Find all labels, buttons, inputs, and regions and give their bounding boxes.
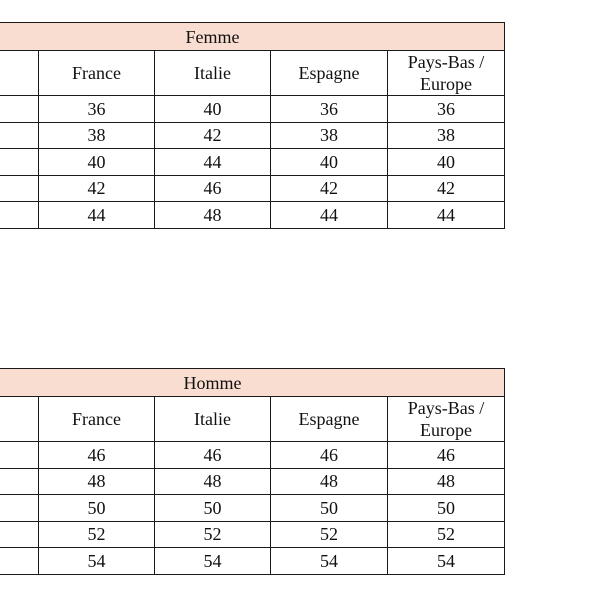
table-cell: 42 [155, 122, 271, 149]
table-cell: 46 [155, 175, 271, 202]
table-cell: 46 [39, 442, 155, 469]
table-cell: 44 [39, 202, 155, 229]
table-cell: 52 [155, 521, 271, 548]
column-header-clipped [0, 51, 39, 96]
table-cell: 40 [388, 149, 505, 176]
table-cell: 38 [271, 122, 388, 149]
table-row [0, 149, 505, 176]
table-cell: 40 [271, 149, 388, 176]
size-table-homme [0, 368, 505, 575]
table-cell: 54 [39, 548, 155, 575]
table-cell: 52 [388, 521, 505, 548]
table-cell: 44 [271, 202, 388, 229]
table-cell: 52 [39, 521, 155, 548]
table-title: Femme [0, 23, 505, 51]
table-cell: 38 [39, 122, 155, 149]
table-cell: 54 [388, 548, 505, 575]
column-header-clipped [0, 397, 39, 442]
column-header-espagne: Espagne [271, 397, 388, 442]
column-header-espagne: Espagne [271, 51, 388, 96]
table-row [0, 202, 505, 229]
table-cell-clipped [0, 442, 39, 469]
table-cell-clipped [0, 521, 39, 548]
column-header-italie: Italie [155, 51, 271, 96]
column-header-row [0, 51, 505, 96]
table-row [0, 175, 505, 202]
table-title: Homme [0, 369, 505, 397]
column-header-pays-bas-europe: Pays-Bas / Europe [388, 397, 505, 442]
table-cell: 46 [388, 442, 505, 469]
table-cell: 48 [155, 468, 271, 495]
column-header-france: France [39, 51, 155, 96]
table-cell-clipped [0, 122, 39, 149]
table-cell: 36 [388, 96, 505, 123]
table-cell: 36 [39, 96, 155, 123]
table-row [0, 495, 505, 522]
table-row [0, 468, 505, 495]
table-cell: 46 [155, 442, 271, 469]
table-row [0, 122, 505, 149]
table-cell: 54 [155, 548, 271, 575]
table-cell-clipped [0, 149, 39, 176]
table-cell: 36 [271, 96, 388, 123]
table-cell-clipped [0, 548, 39, 575]
table-cell: 48 [388, 468, 505, 495]
table-row [0, 521, 505, 548]
table-cell-clipped [0, 202, 39, 229]
table-cell: 42 [271, 175, 388, 202]
table-cell: 54 [271, 548, 388, 575]
table-cell: 50 [271, 495, 388, 522]
table-cell: 52 [271, 521, 388, 548]
table-cell-clipped [0, 96, 39, 123]
table-cell: 44 [388, 202, 505, 229]
table-cell-clipped [0, 495, 39, 522]
table-cell-clipped [0, 468, 39, 495]
table-cell: 50 [155, 495, 271, 522]
table-cell: 48 [39, 468, 155, 495]
table-cell: 42 [388, 175, 505, 202]
table-row [0, 548, 505, 575]
column-header-italie: Italie [155, 397, 271, 442]
table-cell-clipped [0, 175, 39, 202]
table-cell: 48 [155, 202, 271, 229]
size-table-femme [0, 22, 505, 229]
table-row [0, 96, 505, 123]
table-cell: 50 [39, 495, 155, 522]
table-cell: 46 [271, 442, 388, 469]
table-cell: 44 [155, 149, 271, 176]
column-header-france: France [39, 397, 155, 442]
table-cell: 42 [39, 175, 155, 202]
table-cell: 50 [388, 495, 505, 522]
table-cell: 40 [155, 96, 271, 123]
table-cell: 38 [388, 122, 505, 149]
table-cell: 40 [39, 149, 155, 176]
table-cell: 48 [271, 468, 388, 495]
table-row [0, 442, 505, 469]
column-header-pays-bas-europe: Pays-Bas / Europe [388, 51, 505, 96]
column-header-row [0, 397, 505, 442]
